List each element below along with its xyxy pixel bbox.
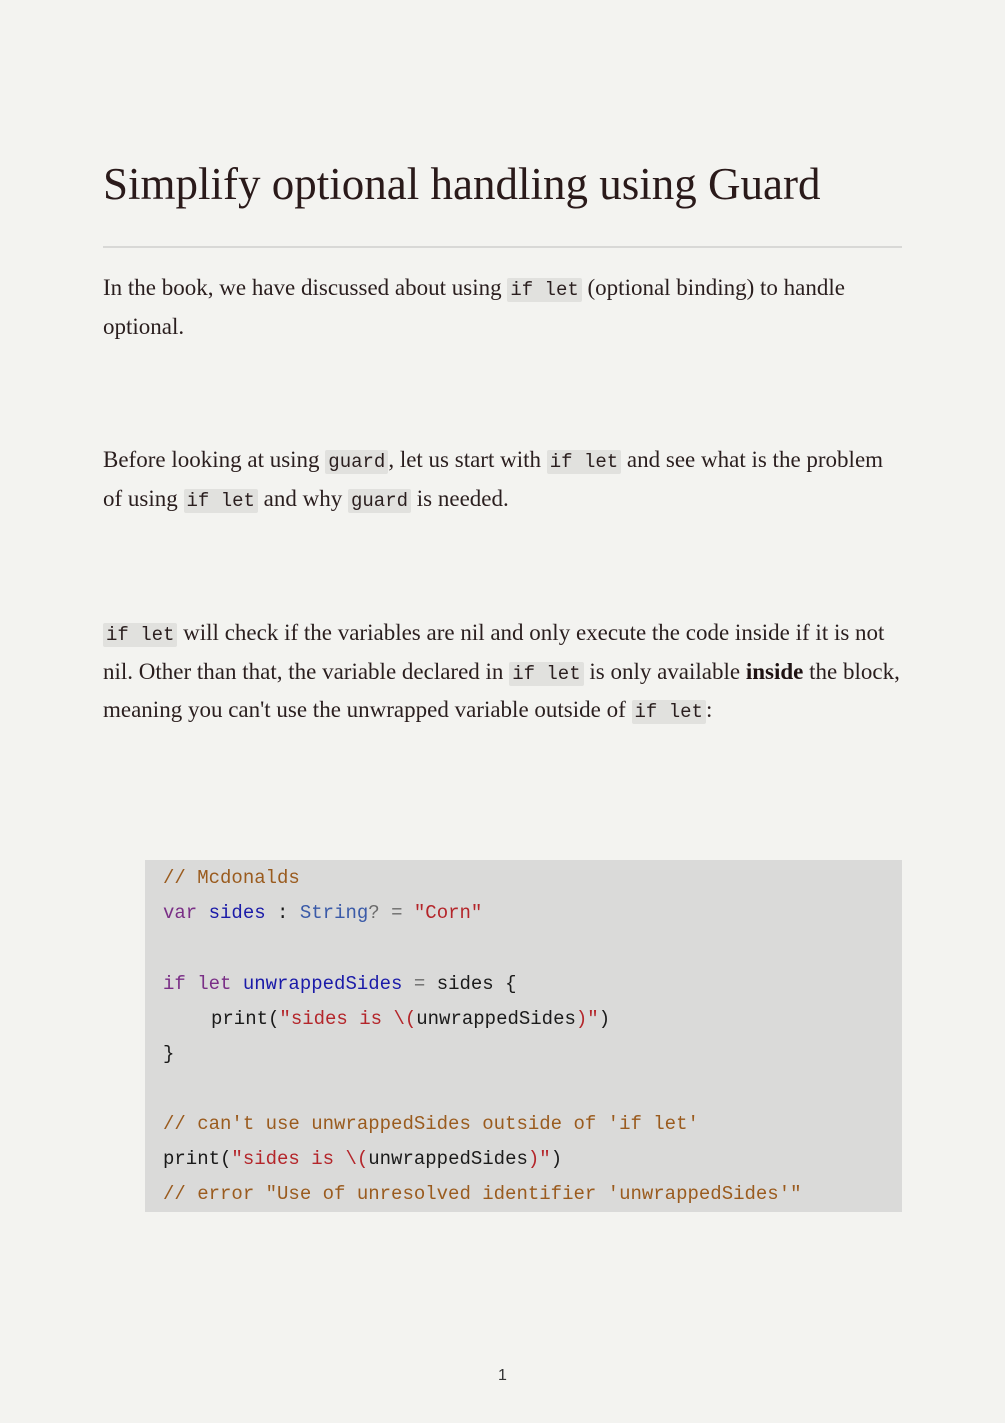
inline-code: if let [547, 450, 621, 474]
code-colon: : [277, 902, 289, 924]
code-string: "Corn" [413, 902, 483, 924]
code-string: "sides is \( [231, 1148, 369, 1170]
text: and why [257, 485, 348, 511]
code-line-2 [163, 902, 482, 924]
code-identifier: sides [208, 902, 266, 924]
code-type: String [299, 902, 369, 924]
code-text: sides { [436, 973, 517, 995]
title-divider [103, 246, 902, 248]
code-paren: ) [598, 1008, 611, 1030]
code-line-6 [163, 1043, 174, 1065]
code-optional-mark: ? [368, 902, 380, 924]
code-arg: unwrappedSides [368, 1148, 528, 1170]
paragraph-guard-intro [103, 442, 903, 519]
code-keyword: if let [163, 973, 232, 995]
code-line-10 [163, 1183, 802, 1205]
code-comment: // can't use unwrappedSides outside of 'if let' [163, 1113, 699, 1135]
code-comment: // Mcdonalds [163, 867, 300, 889]
text: Before looking at using [103, 447, 326, 472]
page-number: 1 [498, 1367, 507, 1384]
code-function: print( [163, 1148, 232, 1170]
page-title: Simplify optional handling using Guard [103, 159, 821, 209]
text: , let us start with [388, 447, 547, 472]
inline-code: if let [509, 662, 583, 686]
code-line-1 [163, 867, 300, 889]
code-string: )" [527, 1148, 551, 1170]
code-keyword: var [163, 902, 198, 924]
code-identifier: unwrappedSides [242, 973, 403, 995]
code-line-4 [163, 973, 517, 995]
code-function: print( [211, 1008, 280, 1030]
code-arg: unwrappedSides [416, 1008, 576, 1030]
inline-code: if let [507, 278, 581, 302]
text: the block, meaning you can't use the unwrapped variable outside of [103, 658, 900, 722]
text: : [705, 697, 713, 722]
text: In the book, we have discussed about using [103, 275, 508, 300]
inline-code: guard [348, 489, 411, 513]
text: (optional binding) to handle optional. [103, 275, 845, 339]
code-string: "sides is \( [279, 1008, 417, 1030]
code-line-9 [163, 1148, 562, 1170]
text: and see what is the problem of using [103, 447, 884, 511]
inline-code: guard [325, 450, 388, 474]
text: will check if the variables are nil and only execute the code inside if it is not nil. Other than that, the variable declared in [103, 620, 885, 684]
code-line-8 [163, 1113, 699, 1135]
inline-code: if let [103, 623, 177, 647]
code-text: } [163, 1043, 175, 1065]
code-line-5 [211, 1008, 610, 1030]
code-paren: ) [550, 1148, 563, 1170]
code-comment: // error "Use of unresolved identifier 'unwrappedSides'" [163, 1183, 802, 1205]
bold-text: inside [745, 658, 804, 684]
inline-code: if let [184, 489, 258, 513]
inline-code: if let [632, 700, 706, 724]
code-string: )" [575, 1008, 599, 1030]
code-block [145, 860, 902, 1212]
text: is needed. [411, 485, 509, 511]
code-equals: = [413, 973, 426, 995]
paragraph-if-let-scope [103, 615, 903, 731]
text: is only available [583, 658, 746, 684]
paragraph-intro [103, 270, 903, 344]
code-equals: = [391, 902, 403, 924]
